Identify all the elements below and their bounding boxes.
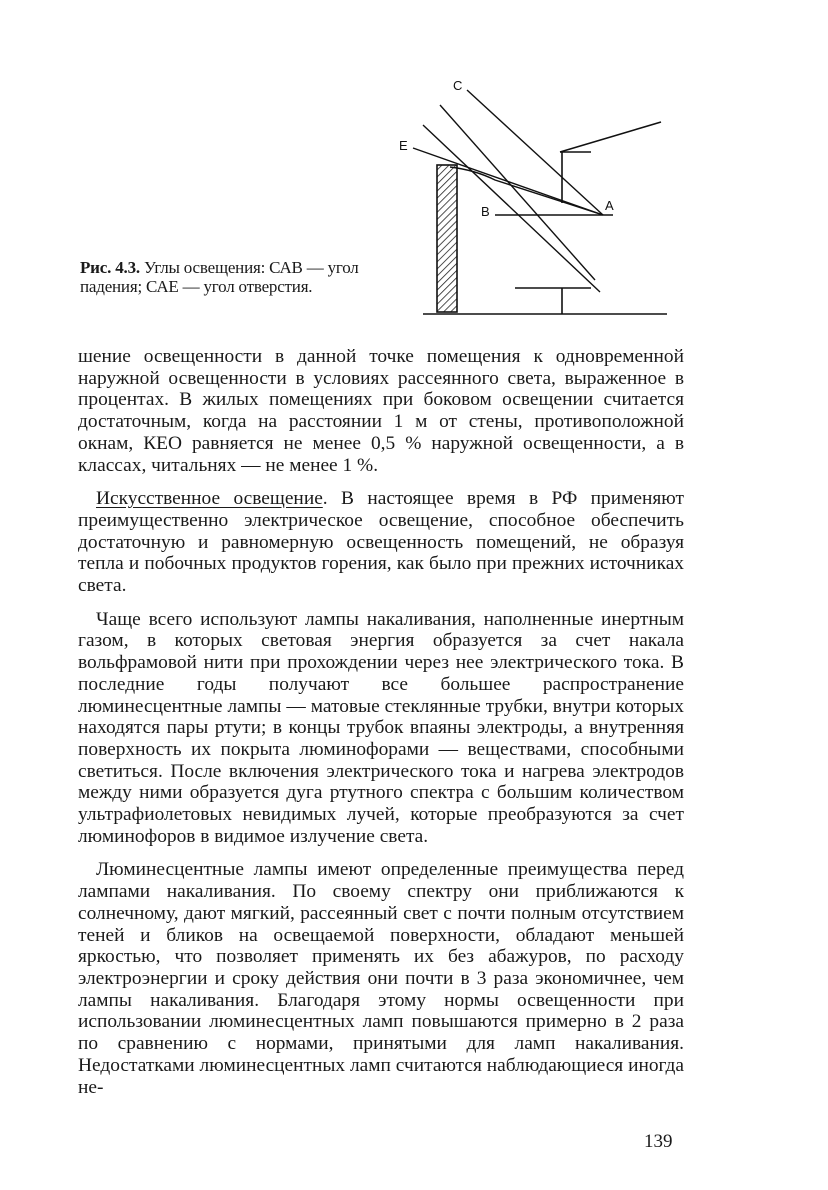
figure-number: Рис. 4.3. (80, 258, 140, 277)
ray-c-parallel (440, 105, 595, 280)
label-c: С (453, 78, 463, 93)
section-heading-artificial-lighting: Искусственное освещение (96, 488, 323, 510)
label-b: В (481, 204, 490, 219)
wall-hatched (437, 165, 457, 312)
paragraph-text: Чаще всего используют лампы накаливания, наполненные инертным газом, в которых световая энергия образуется за счет накала вольфрамовой нити при прохождении через нее электрического тока. В последние годы получают все большее распространение люминесцентные лампы — матовые стеклянные трубки, внутри которых находятся пары ртути; в концы трубок впаяны электроды, а внутренняя поверхность их покрыта люминофорами — веществами, способными светиться. После включения электрического тока и нагрева электродов между ними образуется дуга ртутного спектра с большим количеством ультрафиолетовых невидимых лучей, которые преобразуются за счет люминофоров в видимое излучение света. (78, 608, 684, 847)
paragraph-incandescent-lamps (78, 609, 684, 848)
paragraph-text: . В настоящее время в РФ применяют преимущественно электрическое освещение, способное обеспечить достаточную и равномерную освещенность помещений, не образуя тепла и побочных продуктов горения, как было при прежних источниках света. (78, 488, 684, 597)
label-e: Е (399, 138, 408, 153)
paragraph-fluorescent-advantages (78, 859, 684, 1098)
lighting-angles-diagram (395, 70, 675, 330)
label-a: А (605, 198, 614, 213)
paragraph-text: Люминесцентные лампы имеют определенные преимущества перед лампами накаливания. По своему спектру они приближаются к солнечному, дают мягкий, рассеянный свет с почти полным отсутствием теней и бликов на освещаемой поверхности, обладают меньшей яркостью, что позволяет применять их без абажуров, по расходу электроэнергии и сроку действия они почти в 3 раза экономичнее, чем лампы накаливания. Благодаря этому нормы освещенности при использовании люминесцентных ламп повышаются примерно в 2 раза по сравнению с нормами, принятыми для ламп накаливания. Недостатками люминесцентных ламп считаются наблюдающиеся иногда не- (78, 859, 684, 1098)
paragraph-artificial-lighting (78, 488, 684, 597)
paragraph-text: шение освещенности в данной точке помещения к одновременной наружной освещенности в условиях рассеянного света, выраженное в процентах. В жилых помещениях при боковом освещении считается достаточным, когда на расстоянии 1 м от стены, противоположной окнам, КЕО равняется не менее 0,5 % наружной освещенности, а в классах, читальнях — не менее 1 %. (78, 346, 684, 476)
paragraph-continuation (78, 346, 684, 476)
page-number: 139 (644, 1131, 673, 1152)
figure-caption-text: Углы освещения: САВ — угол падения; САЕ — угол отверстия. (80, 258, 359, 296)
body-text (78, 346, 684, 1098)
opposite-building-roof (560, 122, 661, 152)
ray-top-wall (450, 167, 603, 215)
figure-caption (80, 258, 370, 296)
lighting-angles-figure (395, 70, 675, 330)
